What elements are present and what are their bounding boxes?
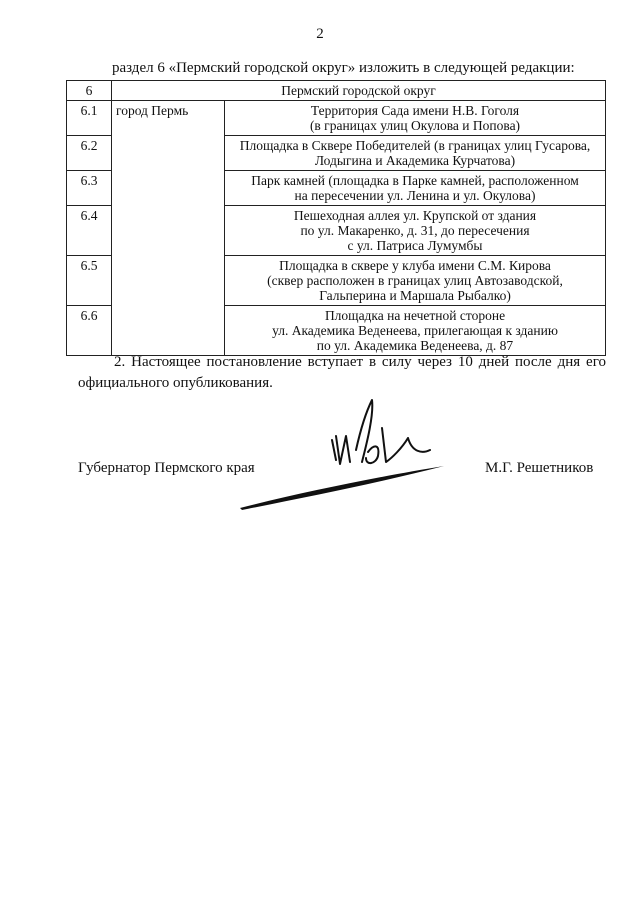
table-header-row (67, 81, 606, 101)
row-number: 6.1 (67, 101, 112, 136)
city-cell: город Пермь (112, 101, 225, 136)
table-row (67, 306, 606, 356)
page-number: 2 (316, 26, 324, 42)
city-cell-empty (112, 206, 225, 256)
place-description: Площадка на нечетной стороне ул. Академика Веденеева, прилегающая к зданию по ул. Академика Веденеева, д. 87 (225, 306, 606, 356)
row-number: 6.2 (67, 136, 112, 171)
place-description: Площадка в сквере у клуба имени С.М. Кирова (сквер расположен в границах улиц Автозаводской, Гальперина и Маршала Рыбалко) (225, 256, 606, 306)
signer-name: М.Г. Решетников (485, 460, 594, 476)
table-row (67, 171, 606, 206)
row-number: 6.6 (67, 306, 112, 356)
table-row (67, 101, 606, 136)
handwritten-signature (232, 392, 462, 512)
city-cell-empty (112, 306, 225, 356)
section-number: 6 (67, 81, 112, 101)
place-description: Территория Сада имени Н.В. Гоголя (в границах улиц Окулова и Попова) (225, 101, 606, 136)
table-row (67, 256, 606, 306)
table-row (67, 206, 606, 256)
row-number: 6.3 (67, 171, 112, 206)
row-number: 6.5 (67, 256, 112, 306)
row-number: 6.4 (67, 206, 112, 256)
city-cell-empty (112, 136, 225, 171)
locations-table (66, 80, 606, 356)
place-description: Пешеходная аллея ул. Крупской от здания по ул. Макаренко, д. 31, до пересечения с ул. Патриса Лумумбы (225, 206, 606, 256)
section-title: Пермский городской округ (112, 81, 606, 101)
paragraph-2: 2. Настоящее постановление вступает в силу через 10 дней после дня его официального опубликования. (78, 354, 606, 391)
city-cell-empty (112, 256, 225, 306)
intro-text: раздел 6 «Пермский городской округ» изложить в следующей редакции: (112, 60, 575, 76)
table-row (67, 136, 606, 171)
place-description: Парк камней (площадка в Парке камней, расположенном на пересечении ул. Ленина и ул. Окулова) (225, 171, 606, 206)
place-description: Площадка в Сквере Победителей (в границах улиц Гусарова, Лодыгина и Академика Курчатова) (225, 136, 606, 171)
signer-title: Губернатор Пермского края (78, 460, 255, 476)
city-cell-empty (112, 171, 225, 206)
